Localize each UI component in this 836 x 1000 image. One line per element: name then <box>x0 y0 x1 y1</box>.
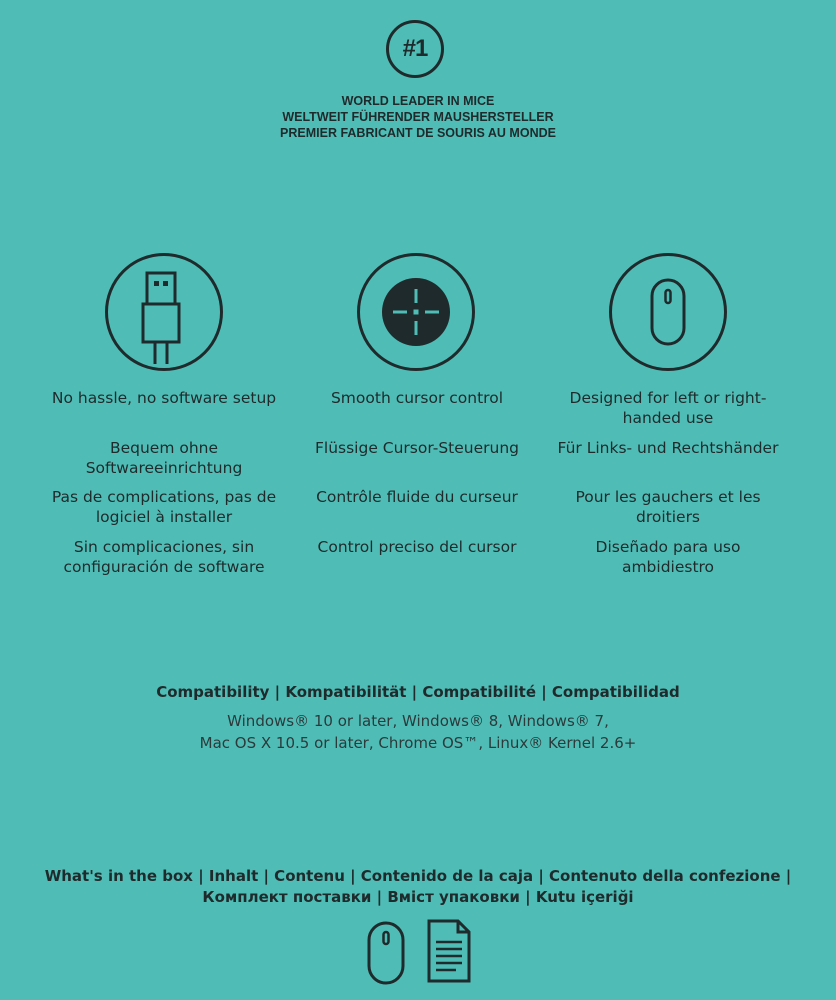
number-one-badge <box>386 20 444 78</box>
leader-line-de: WELTWEIT FÜHRENDER MAUSHERSTELLER <box>282 110 554 124</box>
compatibility-line-other: Mac OS X 10.5 or later, Chrome OS™, Linux® Kernel 2.6+ <box>199 734 637 752</box>
document-icon <box>426 918 472 984</box>
feature-text-en: No hassle, no software setup <box>51 389 277 407</box>
feature-text-es: Diseñado para uso ambidiestro <box>595 537 741 576</box>
feature-text-de: Flüssige Cursor-Steuerung <box>314 438 520 457</box>
feature-text-de: Für Links- und Rechtshänder <box>557 438 779 457</box>
compatibility-heading: Compatibility | Kompatibilität | Compatibilité | Compatibilidad <box>156 683 680 701</box>
feature-text-es: Control preciso del cursor <box>317 537 517 556</box>
usb-plug-icon <box>105 253 223 371</box>
mouse-icon <box>366 920 406 986</box>
feature-column-cursor <box>297 388 537 586</box>
mouse-icon <box>609 253 727 371</box>
feature-text-fr: Contrôle fluide du curseur <box>316 488 518 506</box>
feature-column-ambidextrous <box>548 388 788 586</box>
feature-text-fr: Pas de complications, pas de logiciel à installer <box>51 488 277 526</box>
in-the-box-heading: What's in the box | Inhalt | Contenu | Contenido de la caja | Contenuto della confezione | Комплект поставки | Вміст упаковки | Kutu içeriği <box>44 867 792 906</box>
feature-text-de: Bequem ohne Softwareeinrichtung <box>85 438 243 477</box>
compatibility-line-windows: Windows® 10 or later, Windows® 8, Windows® 7, <box>227 712 609 730</box>
feature-text-en: Smooth cursor control <box>330 389 504 407</box>
feature-text-es: Sin complicaciones, sin configuración de software <box>63 537 265 576</box>
world-leader-heading <box>0 93 836 141</box>
cursor-crosshair-icon <box>357 253 475 371</box>
feature-column-setup <box>44 388 284 586</box>
badge-text: #1 <box>402 35 428 62</box>
feature-text-fr: Pour les gauchers et les droitiers <box>575 488 761 526</box>
leader-line-fr: PREMIER FABRICANT DE SOURIS AU MONDE <box>280 126 556 140</box>
feature-text-en: Designed for left or right-handed use <box>569 389 767 427</box>
compatibility-details <box>0 710 836 754</box>
leader-line-en: WORLD LEADER IN MICE <box>341 94 495 108</box>
